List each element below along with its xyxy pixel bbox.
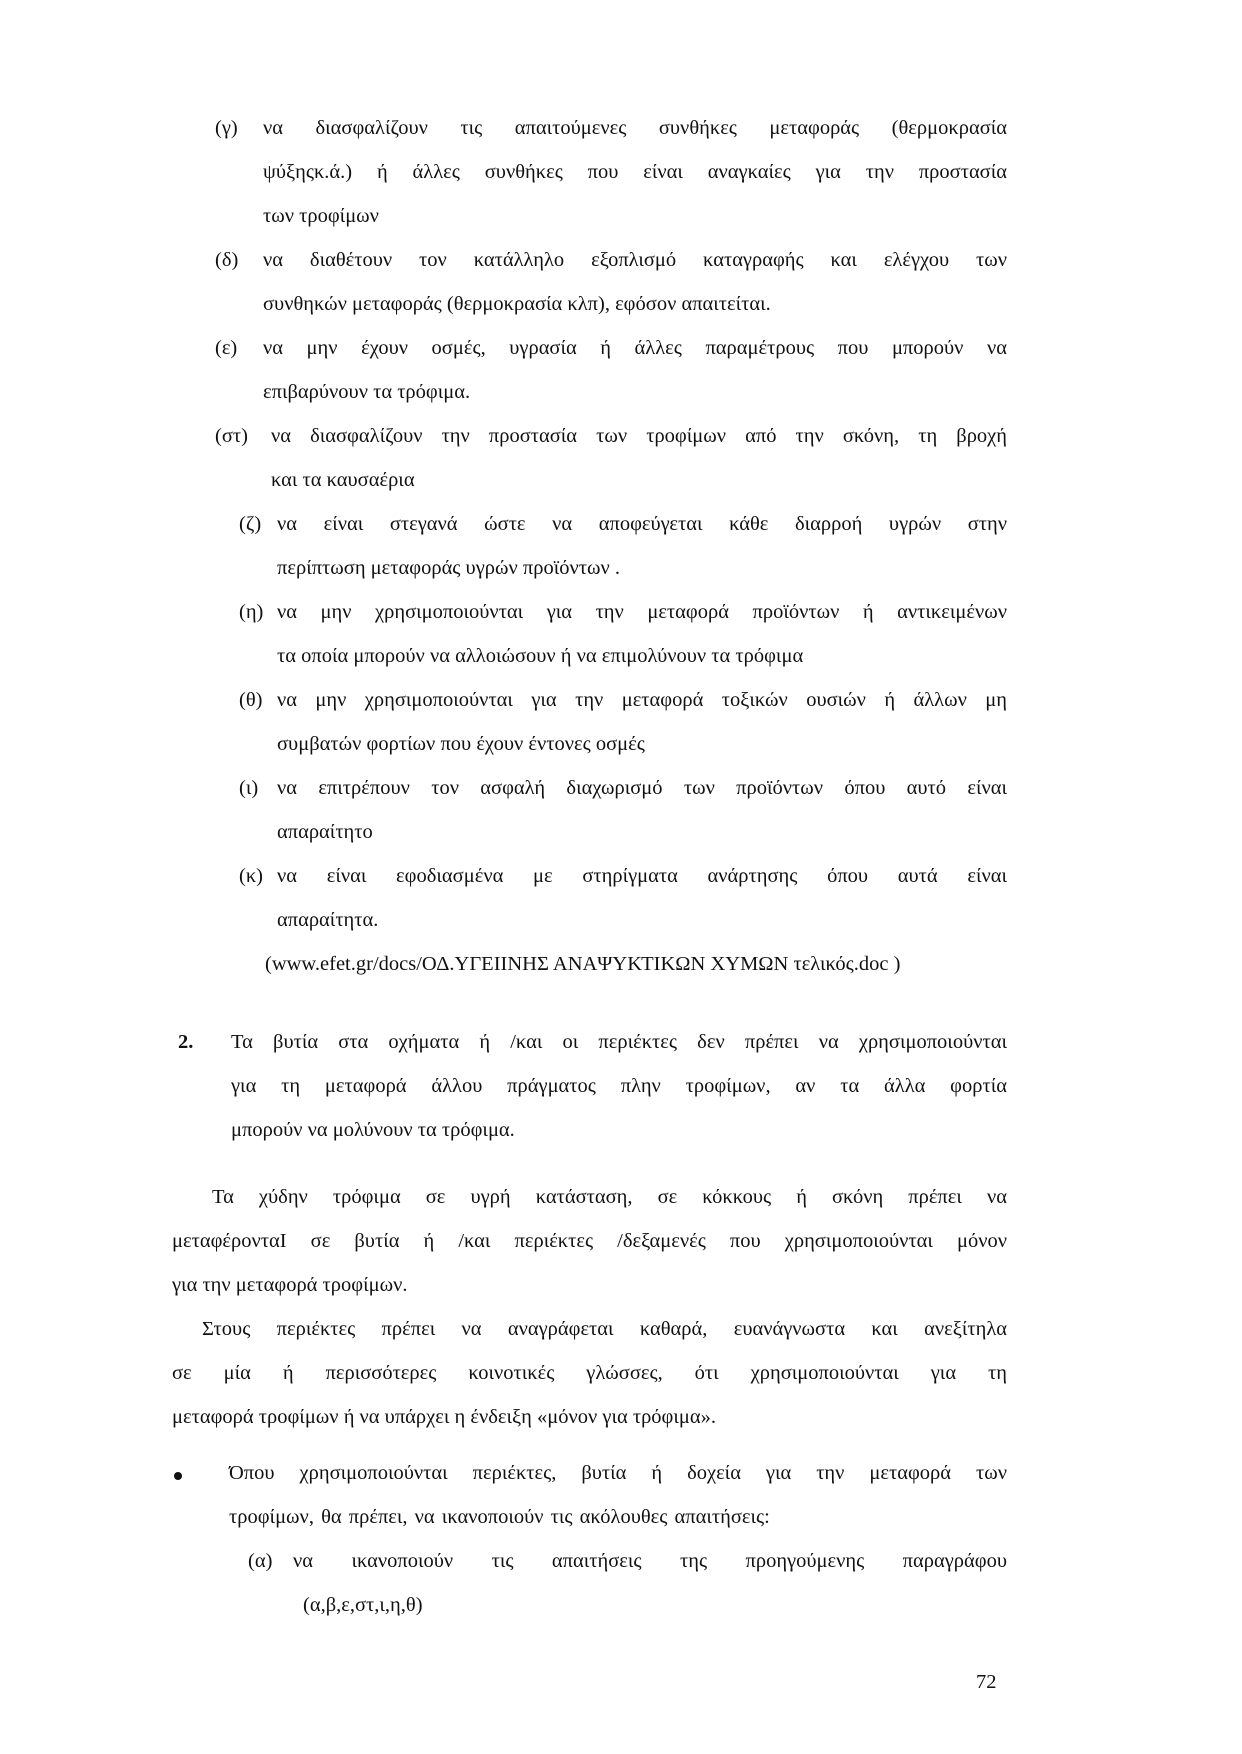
section-line: Τα βυτία στα οχήματα ή /και οι περιέκτες δεν πρέπει να χρησιμοποιούνται bbox=[231, 1031, 1007, 1053]
item-line: απαραίτητα. bbox=[277, 909, 379, 931]
item-line: συνθηκών μεταφοράς (θερμοκρασία κλπ), εφόσον απαιτείται. bbox=[263, 293, 771, 315]
item-line: και τα καυσαέρια bbox=[271, 469, 415, 491]
item-line: να μην έχουν οσμές, υγρασία ή άλλες παραμέτρους που μπορούν να bbox=[263, 337, 1007, 359]
item-marker: (α) bbox=[248, 1550, 273, 1572]
section-line: για τη μεταφορά άλλου πράγματος πλην τροφίμων, αν τα άλλα φορτία bbox=[231, 1075, 1007, 1097]
item-line: απαραίτητο bbox=[277, 821, 373, 843]
item-marker: (θ) bbox=[239, 689, 263, 711]
item-line: να είναι εφοδιασμένα με στηρίγματα ανάρτησης όπου αυτά είναι bbox=[277, 865, 1007, 887]
paragraph-line: μεταφορά τροφίμων ή να υπάρχει η ένδειξη «μόνον για τρόφιμα». bbox=[172, 1406, 717, 1428]
item-marker: (ζ) bbox=[239, 513, 262, 535]
page-number: 72 bbox=[976, 1671, 997, 1693]
section-line: μπορούν να μολύνουν τα τρόφιμα. bbox=[231, 1119, 515, 1141]
paragraph-line: για την μεταφορά τροφίμων. bbox=[172, 1274, 408, 1296]
item-marker: (δ) bbox=[215, 249, 239, 271]
item-line: συμβατών φορτίων που έχουν έντονες οσμές bbox=[277, 733, 645, 755]
item-line: περίπτωση μεταφοράς υγρών προϊόντων . bbox=[277, 557, 620, 579]
source-reference: (www.efet.gr/docs/ΟΔ.ΥΓΕΙΙΝΗΣ ΑΝΑΨΥΚΤΙΚΩΝ ΧΥΜΩΝ τελικός.doc ) bbox=[265, 953, 901, 975]
item-line: ψύξηςκ.ά.) ή άλλες συνθήκες που είναι αναγκαίες για την προστασία bbox=[263, 161, 1007, 183]
item-line: να ικανοποιούν τις απαιτήσεις της προηγούμενης παραγράφου bbox=[293, 1550, 1007, 1572]
item-line: των τροφίμων bbox=[263, 205, 379, 227]
item-line: επιβαρύνουν τα τρόφιμα. bbox=[263, 381, 471, 403]
item-marker: (ε) bbox=[215, 337, 238, 359]
bullet-line: Όπου χρησιμοποιούνται περιέκτες, βυτία ή δοχεία για την μεταφορά των bbox=[229, 1462, 1007, 1484]
paragraph-line: Στους περιέκτες πρέπει να αναγράφεται καθαρά, ευανάγνωστα και ανεξίτηλα bbox=[202, 1318, 1007, 1340]
item-line: να διαθέτουν τον κατάλληλο εξοπλισμό καταγραφής και ελέγχου των bbox=[263, 249, 1007, 271]
item-marker: (η) bbox=[239, 601, 264, 623]
item-marker: (γ) bbox=[215, 117, 238, 139]
item-marker: (κ) bbox=[239, 865, 263, 887]
item-line: να διασφαλίζουν τις απαιτούμενες συνθήκες μεταφοράς (θερμοκρασία bbox=[263, 117, 1007, 139]
item-marker: (στ) bbox=[215, 425, 248, 447]
section-number: 2. bbox=[178, 1031, 194, 1053]
paragraph-line: σε μία ή περισσότερες κοινοτικές γλώσσες, ότι χρησιμοποιούνται για τη bbox=[172, 1362, 1007, 1384]
item-line: να μην χρησιμοποιούνται για την μεταφορά προϊόντων ή αντικειμένων bbox=[277, 601, 1007, 623]
item-line: τα οποία μπορούν να αλλοιώσουν ή να επιμολύνουν τα τρόφιμα bbox=[277, 645, 804, 667]
bullet-line: τροφίμων, θα πρέπει, να ικανοποιούν τις ακόλουθες απαιτήσεις: bbox=[229, 1506, 770, 1528]
item-line: να είναι στεγανά ώστε να αποφεύγεται κάθε διαρροή υγρών στην bbox=[277, 513, 1007, 535]
paragraph-line: Τα χύδην τρόφιμα σε υγρή κατάσταση, σε κόκκους ή σκόνη πρέπει να bbox=[212, 1186, 1007, 1208]
item-line: να επιτρέπουν τον ασφαλή διαχωρισμό των προϊόντων όπου αυτό είναι bbox=[277, 777, 1007, 799]
item-line: να μην χρησιμοποιούνται για την μεταφορά τοξικών ουσιών ή άλλων μη bbox=[277, 689, 1007, 711]
item-marker: (ι) bbox=[239, 777, 259, 799]
item-line: να διασφαλίζουν την προστασία των τροφίμων από την σκόνη, τη βροχή bbox=[271, 425, 1007, 447]
bullet-icon bbox=[174, 1472, 182, 1480]
item-line: (α,β,ε,στ,ι,η,θ) bbox=[303, 1594, 423, 1616]
paragraph-line: μεταφέρονταΙ σε βυτία ή /και περιέκτες /δεξαμενές που χρησιμοποιούνται μόνον bbox=[172, 1230, 1007, 1252]
